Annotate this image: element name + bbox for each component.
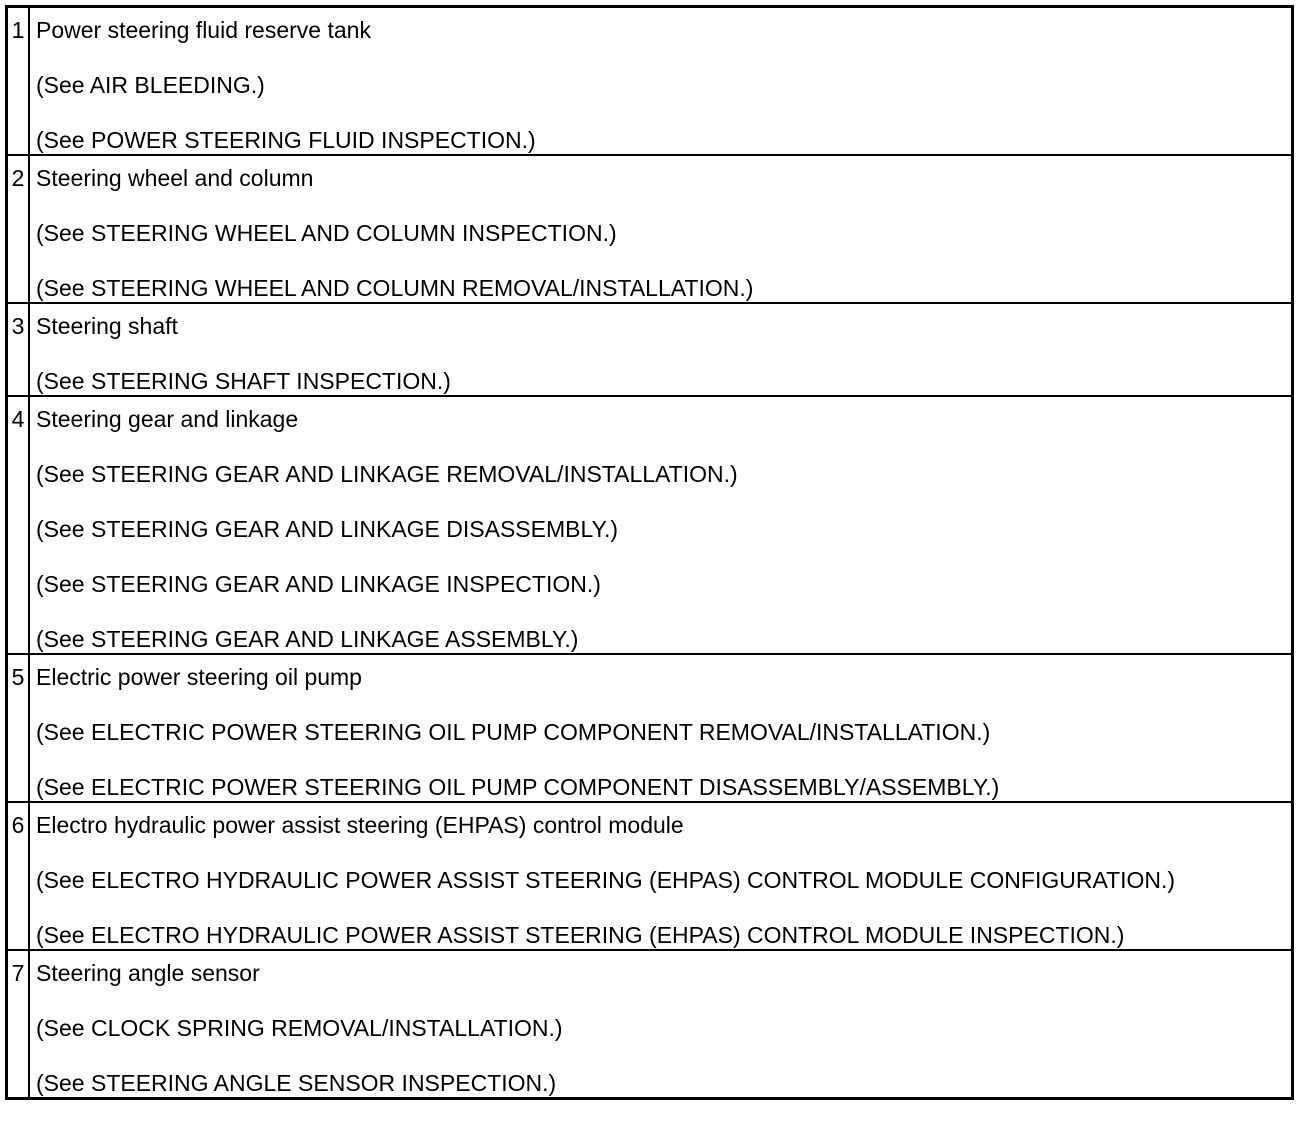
component-name: Steering gear and linkage <box>36 406 299 432</box>
component-name: Electric power steering oil pump <box>36 664 362 690</box>
reference-link[interactable]: (See AIR BLEEDING.) <box>36 72 265 98</box>
table-row <box>8 302 1291 395</box>
reference-link[interactable]: (See ELECTRIC POWER STEERING OIL PUMP COMPONENT REMOVAL/INSTALLATION.) <box>36 719 991 745</box>
row-number: 2 <box>8 156 30 302</box>
component-reference-table <box>5 5 1294 1100</box>
reference-link[interactable]: (See STEERING WHEEL AND COLUMN INSPECTION.) <box>36 220 617 246</box>
row-content <box>30 156 1291 302</box>
component-name: Steering angle sensor <box>36 960 260 986</box>
reference-link[interactable]: (See STEERING GEAR AND LINKAGE REMOVAL/INSTALLATION.) <box>36 461 738 487</box>
reference-link[interactable]: (See STEERING GEAR AND LINKAGE ASSEMBLY.) <box>36 626 579 652</box>
row-content <box>30 951 1291 1097</box>
table-row <box>8 653 1291 801</box>
row-number: 1 <box>8 8 30 154</box>
row-number: 6 <box>8 803 30 949</box>
reference-link[interactable]: (See CLOCK SPRING REMOVAL/INSTALLATION.) <box>36 1015 563 1041</box>
reference-link[interactable]: (See ELECTRIC POWER STEERING OIL PUMP COMPONENT DISASSEMBLY/ASSEMBLY.) <box>36 774 1000 800</box>
row-number: 3 <box>8 304 30 395</box>
table-row <box>8 801 1291 949</box>
reference-link[interactable]: (See STEERING WHEEL AND COLUMN REMOVAL/INSTALLATION.) <box>36 275 754 301</box>
component-name: Steering shaft <box>36 313 178 339</box>
table-row <box>8 949 1291 1097</box>
row-content <box>30 304 1291 395</box>
row-content <box>30 8 1291 154</box>
row-number: 5 <box>8 655 30 801</box>
component-name: Power steering fluid reserve tank <box>36 17 371 43</box>
row-number: 4 <box>8 397 30 653</box>
row-content <box>30 397 1291 653</box>
reference-link[interactable]: (See STEERING ANGLE SENSOR INSPECTION.) <box>36 1070 557 1096</box>
component-name: Steering wheel and column <box>36 165 314 191</box>
reference-link[interactable]: (See POWER STEERING FLUID INSPECTION.) <box>36 127 536 153</box>
reference-link[interactable]: (See STEERING GEAR AND LINKAGE DISASSEMBLY.) <box>36 516 618 542</box>
component-name: Electro hydraulic power assist steering (EHPAS) control module <box>36 812 684 838</box>
reference-link[interactable]: (See STEERING SHAFT INSPECTION.) <box>36 368 451 394</box>
table-row <box>8 8 1291 154</box>
row-number: 7 <box>8 951 30 1097</box>
table-row <box>8 154 1291 302</box>
reference-link[interactable]: (See ELECTRO HYDRAULIC POWER ASSIST STEERING (EHPAS) CONTROL MODULE CONFIGURATION.) <box>36 867 1176 893</box>
table-row <box>8 395 1291 653</box>
reference-link[interactable]: (See STEERING GEAR AND LINKAGE INSPECTION.) <box>36 571 601 597</box>
row-content <box>30 655 1291 801</box>
reference-link[interactable]: (See ELECTRO HYDRAULIC POWER ASSIST STEERING (EHPAS) CONTROL MODULE INSPECTION.) <box>36 922 1125 948</box>
row-content <box>30 803 1291 949</box>
